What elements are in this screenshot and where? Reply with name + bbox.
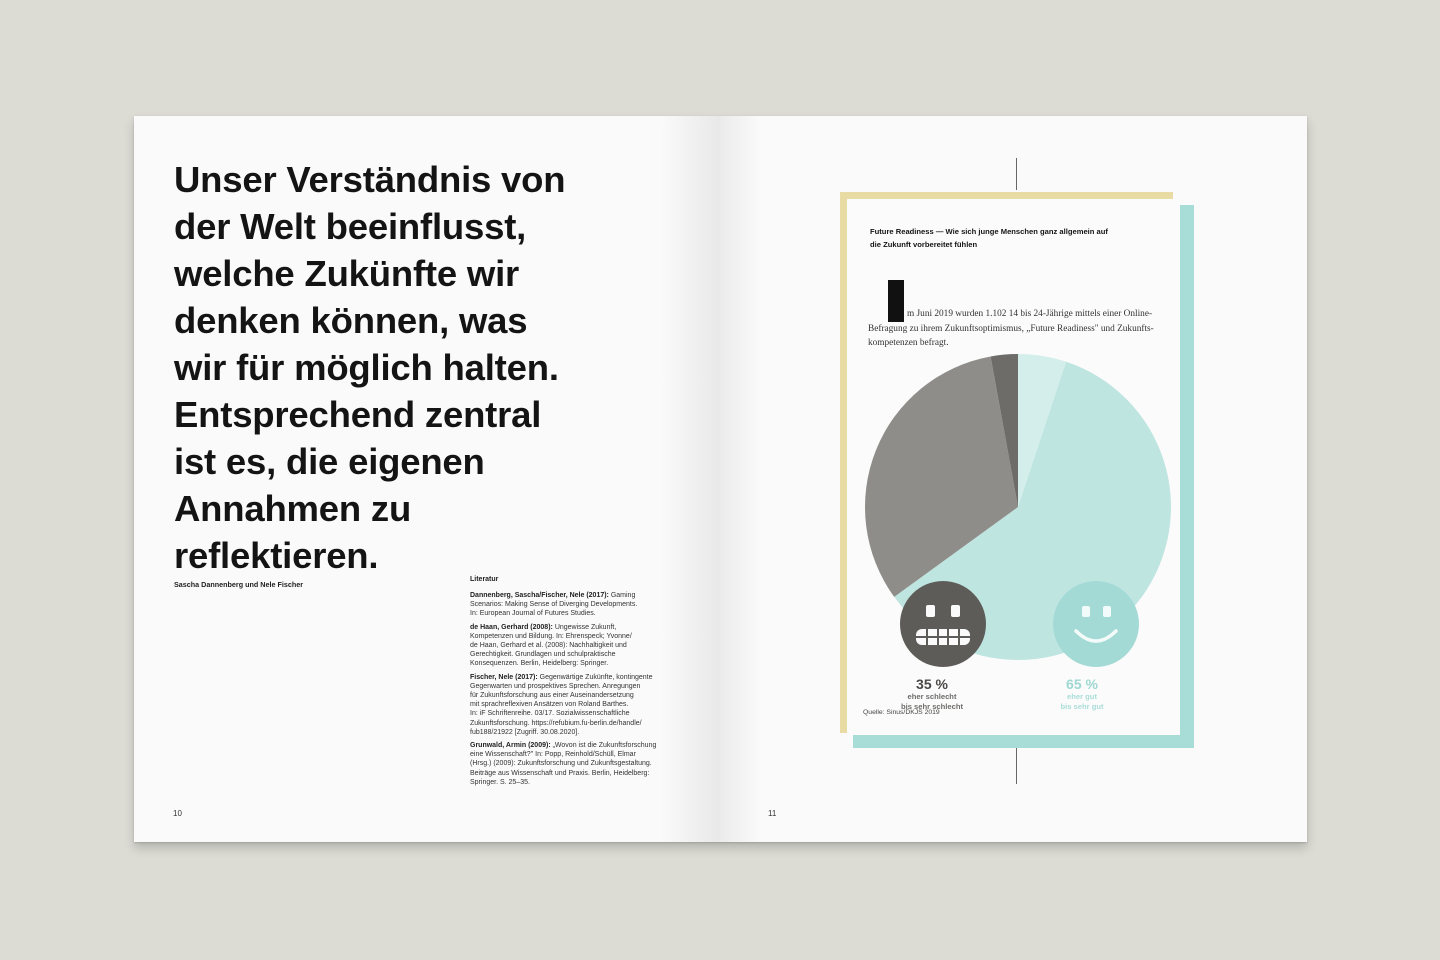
literature-entry-head: de Haan, Gerhard (2008): — [470, 623, 553, 631]
stat-positive — [1037, 677, 1127, 711]
literature-entry — [470, 623, 675, 669]
right-page — [720, 116, 1307, 842]
literature-line: Gaming — [608, 592, 636, 599]
literature-line: mit sprachreflexiven Ansätzen von Roland Barthes. — [470, 701, 629, 709]
literature-line: Kompetenzen und Bildung. In: Ehrenspeck; Yvonne/ — [470, 632, 632, 640]
divider-line-bottom — [1016, 748, 1017, 784]
literature-entry — [470, 741, 675, 787]
literature-entry-head: Grunwald, Armin (2009): — [470, 742, 551, 750]
stat-negative-value: 35 % — [916, 676, 948, 692]
literature-line: (Hrsg.) (2009): Zukunftsforschung und Zukunftsgestaltung. — [470, 760, 652, 768]
literature-line: Gerechtigkeit. Grundlagen und schulpraktische — [470, 651, 616, 659]
headline-line: welche Zukünfte wir — [174, 253, 520, 294]
headline-line: der Welt beeinflusst, — [174, 206, 527, 247]
literature-entry-head: Fischer, Nele (2017): — [470, 673, 538, 681]
literature-line: Gegenwarten und prospektives Sprechen. Anregungen — [470, 682, 641, 690]
open-book — [134, 116, 1307, 842]
literature-line: fub188/21922 [Zugriff. 30.08.2020]. — [470, 728, 580, 736]
page-number-left: 10 — [173, 809, 182, 818]
headline-line: Entsprechend zentral — [174, 394, 542, 435]
grimace-face-icon — [900, 581, 986, 667]
literature-entry — [470, 591, 675, 619]
intro-line: m Juni 2019 wurden 1.102 14 bis 24-Jährige mittels einer Online- — [907, 309, 1153, 319]
intro-line: Befragung zu ihrem Zukunftsoptimismus, „Future Readiness" und Zukunfts- — [868, 323, 1154, 334]
headline-line: reflektieren. — [174, 535, 379, 576]
literature-title: Literatur — [470, 576, 499, 583]
headline-line: Unser Verständnis von — [174, 159, 566, 200]
literature-line: für Zukunftsforschung aus einer Auseinandersetzung — [470, 692, 634, 700]
literature-line: Scenarios: Making Sense of Diverging Developments. — [470, 601, 638, 609]
author-credit: Sascha Dannenberg und Nele Fischer — [174, 580, 304, 589]
page-number-right: 11 — [768, 809, 777, 818]
literature-entry — [470, 673, 675, 737]
literature-line: de Haan, Gerhard et al. (2008): Nachhaltigkeit und — [470, 642, 627, 650]
literature-line: Zukunftsforschung. https://refubium.fu-berlin.de/handle/ — [470, 719, 642, 727]
literature-entry-head: Dannenberg, Sascha/Fischer, Nele (2017): — [470, 592, 609, 599]
literature-line: Konsequenzen. Berlin, Heidelberg: Springer. — [470, 660, 609, 668]
headline-line: wir für möglich halten. — [174, 347, 559, 388]
literature-line: Springer. S. 25–35. — [470, 778, 530, 786]
stat-positive-label: eher gut — [1067, 692, 1097, 701]
literature-line: Beiträge aus Wissenschaft und Praxis. Berlin, Heidelberg: — [470, 769, 650, 777]
pie-chart — [847, 199, 1180, 735]
stat-negative-label: bis sehr schlecht — [900, 701, 964, 711]
literature-line: Ungewisse Zukunft, — [552, 623, 617, 631]
headline-quote — [174, 156, 644, 579]
literature-line: Gegenwärtige Zukünfte, kontingente — [537, 673, 653, 681]
stat-positive-label: bis sehr gut — [1060, 701, 1104, 711]
headline-line: Annahmen zu — [174, 488, 412, 529]
literature-line: „Wovon ist die Zukunftsforschung — [550, 742, 657, 750]
intro-line: kompetenzen befragt. — [868, 338, 949, 348]
divider-line-top — [1016, 158, 1017, 190]
headline-line: ist es, die eigenen — [174, 441, 485, 482]
literature-list — [470, 576, 675, 791]
literature-line: eine Wissenschaft?" In: Popp, Reinhold/Schüll, Elmar — [470, 751, 636, 759]
source-note: Quelle: Sinus/DKJS 2019 — [863, 709, 940, 716]
figure-title: Future Readiness — Wie sich junge Menschen ganz allgemein auf die Zukunft vorbereitet fühlen — [870, 227, 1108, 249]
figure-panel — [847, 199, 1180, 735]
headline-line: denken können, was — [174, 300, 528, 341]
stat-negative — [887, 677, 977, 711]
stat-positive-value: 65 % — [1066, 676, 1098, 692]
gutter-shadow — [720, 116, 760, 842]
literature-line: In: iF Schriftenreihe. 03/17. Sozialwissenschaftliche — [470, 710, 630, 718]
stat-negative-label: eher schlecht — [907, 692, 957, 701]
smile-face-icon — [1053, 581, 1139, 667]
left-page — [134, 116, 720, 842]
literature-line: In: European Journal of Futures Studies. — [470, 610, 596, 618]
